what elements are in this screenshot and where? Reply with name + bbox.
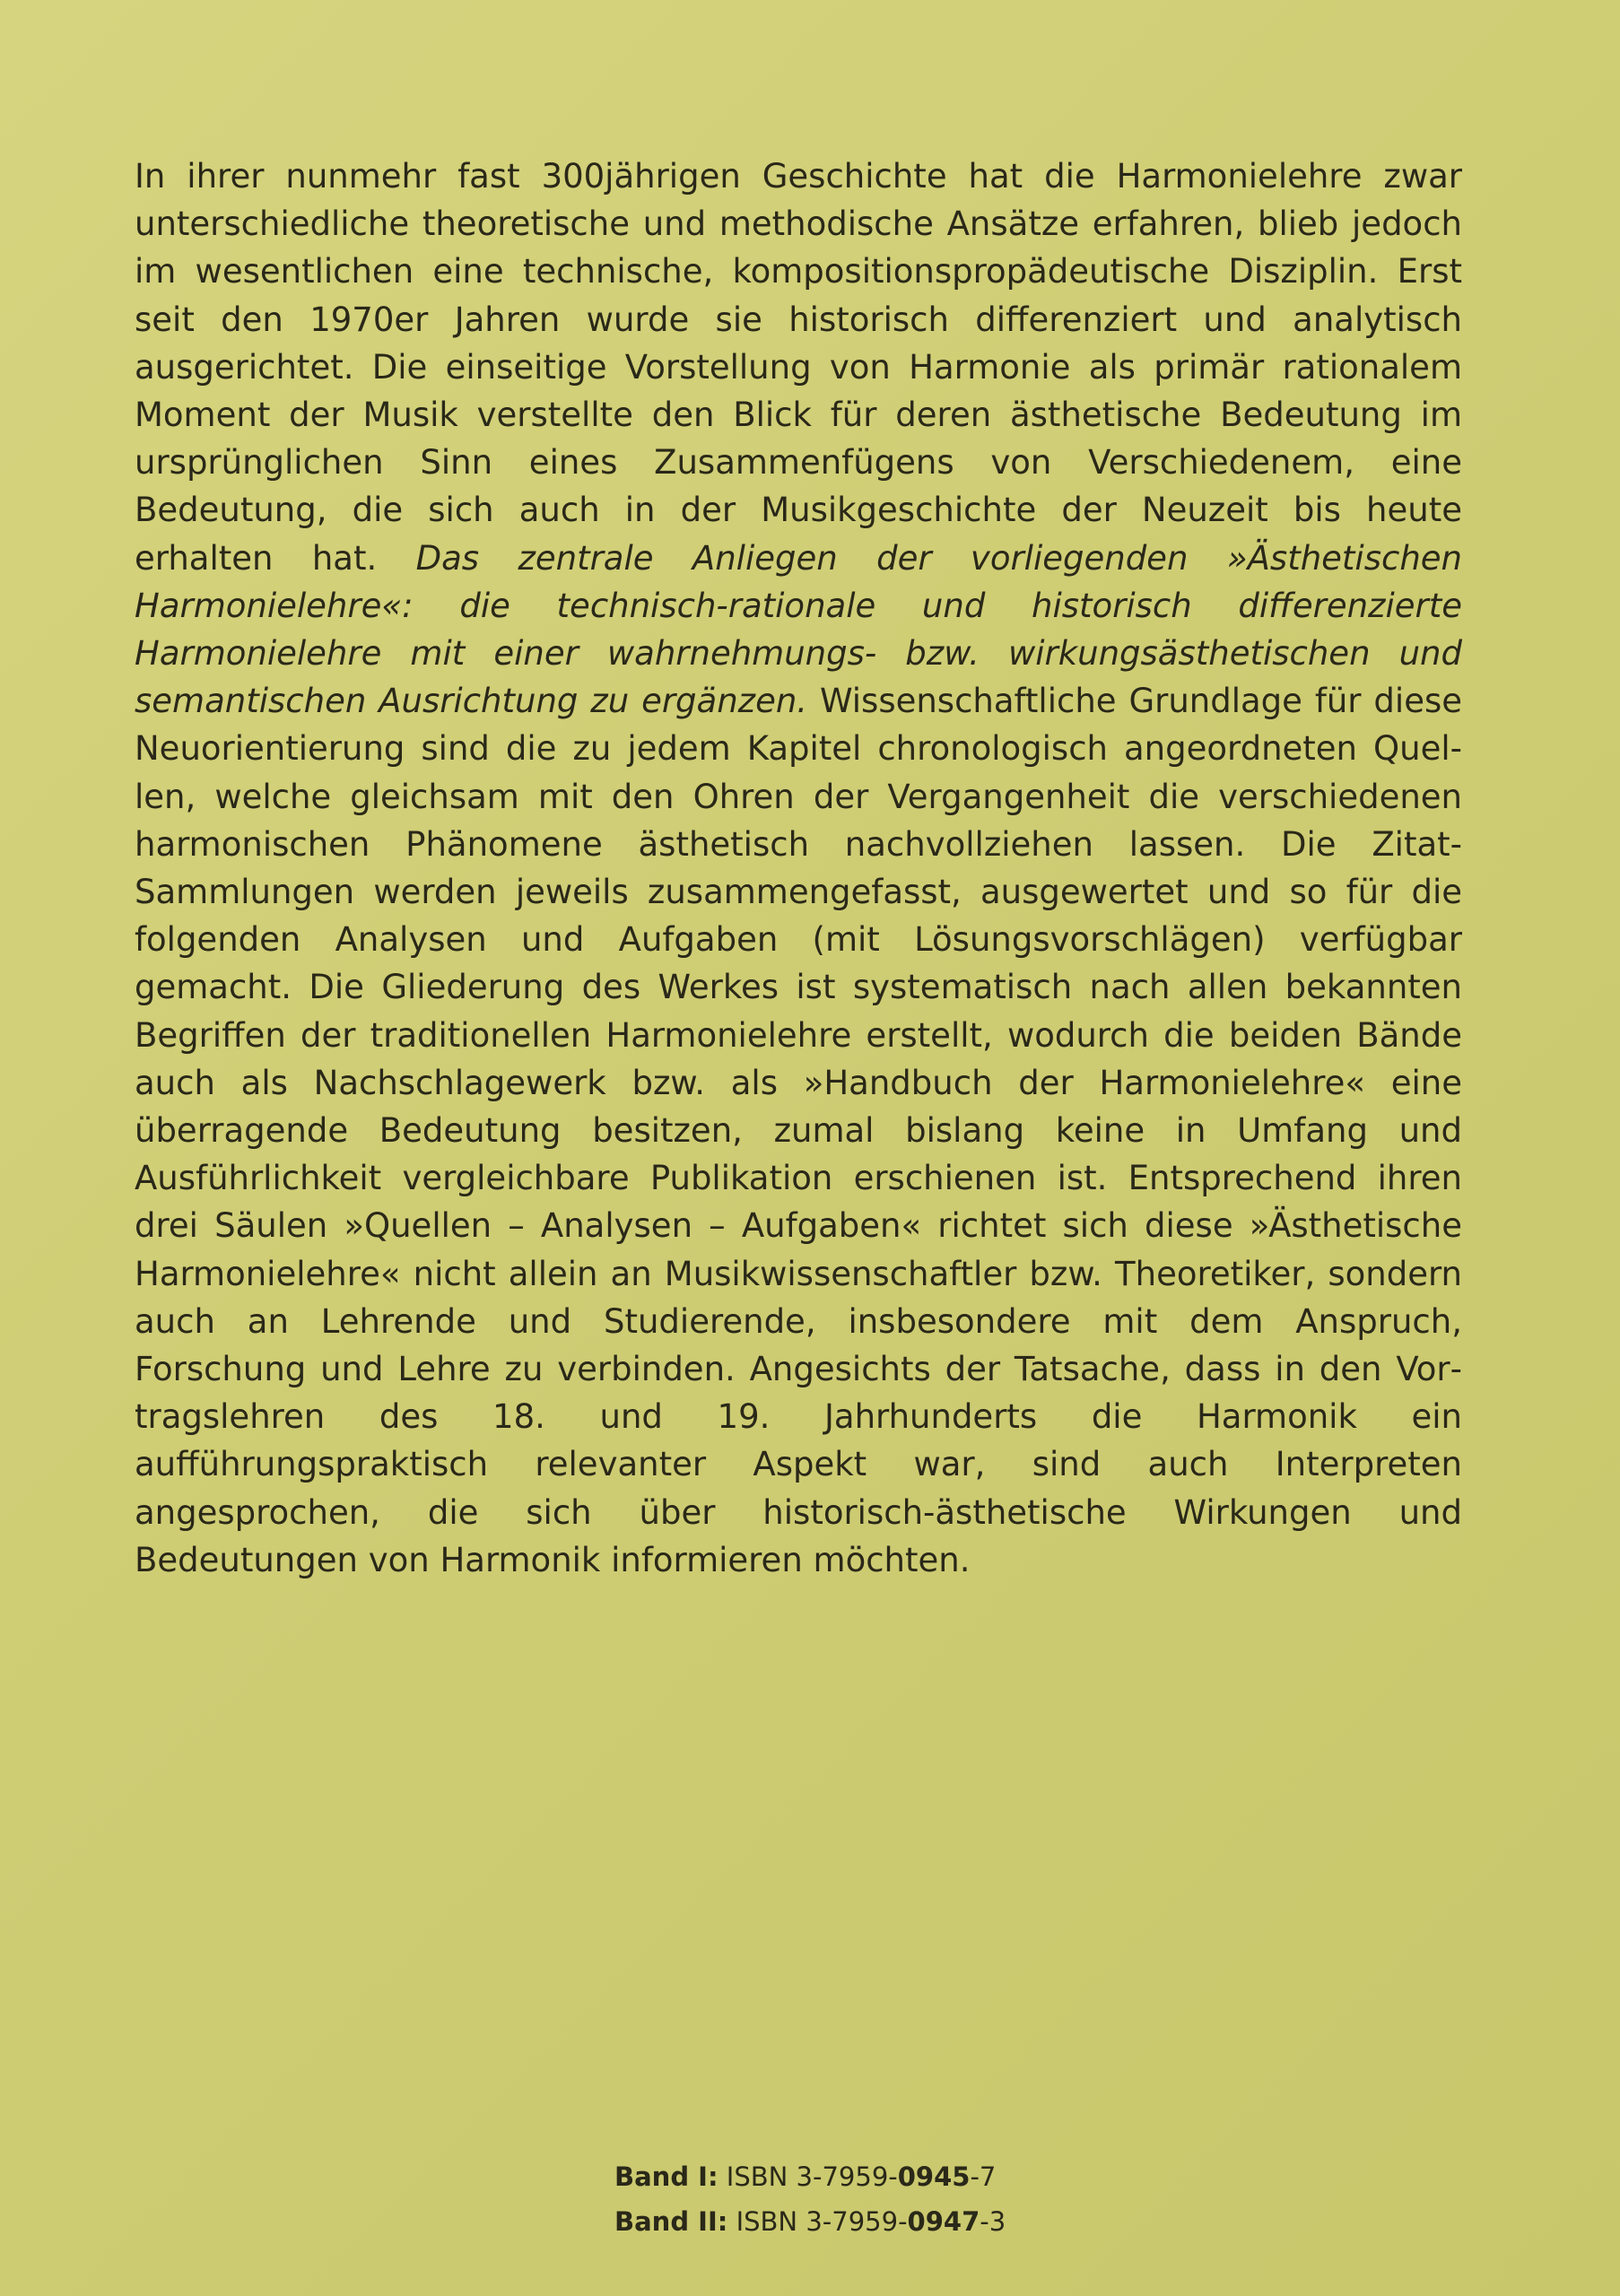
isbn-prefix: ISBN 3-7959- — [726, 2161, 898, 2192]
blurb-paragraph — [135, 152, 1462, 1584]
blurb-intro: In ihrer nunmehr fast 300jährigen Geschichte hat die Harmonielehre zwar unterschiedliche theoretische und methodische Ansätze erfahren, blieb jedoch im wesentlichen eine technische, kompositionspropädeutische Disziplin. Erst seit den 1970er Jahren wurde sie historisch differenziert und analytisch ausgerichtet. Die einseitige Vorstellung von Harmonie als primär rationalem Moment der Musik verstellte den Blick für deren ästhetische Bedeutung im ursprünglichen Sinn eines Zusammenfügens von Verschiedenem, eine Bedeutung, die sich auch in der Musikgeschichte der Neuzeit bis heute erhalten hat. — [135, 157, 1462, 578]
isbn-line-band-1 — [614, 2154, 1006, 2199]
isbn-suffix: -3 — [980, 2206, 1006, 2237]
isbn-suffix: -7 — [970, 2161, 997, 2192]
isbn-line-band-2 — [614, 2199, 1006, 2244]
isbn-volume-label: Band II: — [614, 2206, 728, 2237]
isbn-volume-label: Band I: — [614, 2161, 719, 2192]
isbn-prefix: ISBN 3-7959- — [736, 2206, 908, 2237]
blurb-rest: Wissenschaftliche Grundlage für diese Neuorientierung sind die zu jedem Kapitel chronologisch angeordneten Quellen, welche gleichsam mit den Ohren der Vergangenheit die verschiedenen harmonischen Phänomene ästhetisch nachvollziehen lassen. Die Zitat-Sammlungen werden jeweils zusammengefasst, ausgewertet und so für die folgenden Analysen und Aufgaben (mit Lösungsvorschlägen) verfügbar gemacht. Die Gliederung des Werkes ist systematisch nach allen bekannten Begriffen der traditionellen Harmonielehre erstellt, wodurch die beiden Bände auch als Nachschlagewerk bzw. als »Handbuch der Harmonielehre« eine überragende Bedeutung besitzen, zumal bislang keine in Umfang und Ausführlichkeit vergleichbare Publikation erschienen ist. Entsprechend ihren drei Säulen »Quellen – Analysen – Aufgaben« richtet sich diese »Ästhetische Harmonielehre« nicht allein an Musikwissenschaftler bzw. Theoretiker, sondern auch an Lehrende und Studierende, insbesondere mit dem Anspruch, Forschung und Lehre zu verbinden. Angesichts der Tatsache, dass in den Vortragslehren des 18. und 19. Jahrhunderts die Harmonik ein aufführungspraktisch relevanter Aspekt war, sind auch Interpreten angesprochen, die sich über historisch-ästhetische Wirkungen und Bedeutungen von Harmonik informieren möchten. — [135, 682, 1462, 1579]
isbn-number-bold: 0947 — [907, 2206, 980, 2237]
isbn-block — [614, 2154, 1006, 2244]
isbn-number-bold: 0945 — [897, 2161, 971, 2192]
blurb-emphasis: Das zentrale Anliegen der vorliegenden »Ästhetischen Harmonielehre«: die technisch-rationale und historisch differenzierte Harmonielehre mit einer wahrnehmungs- bzw. wirkungsästhetischen und semantischen Ausrichtung zu ergänzen. — [135, 538, 1462, 721]
